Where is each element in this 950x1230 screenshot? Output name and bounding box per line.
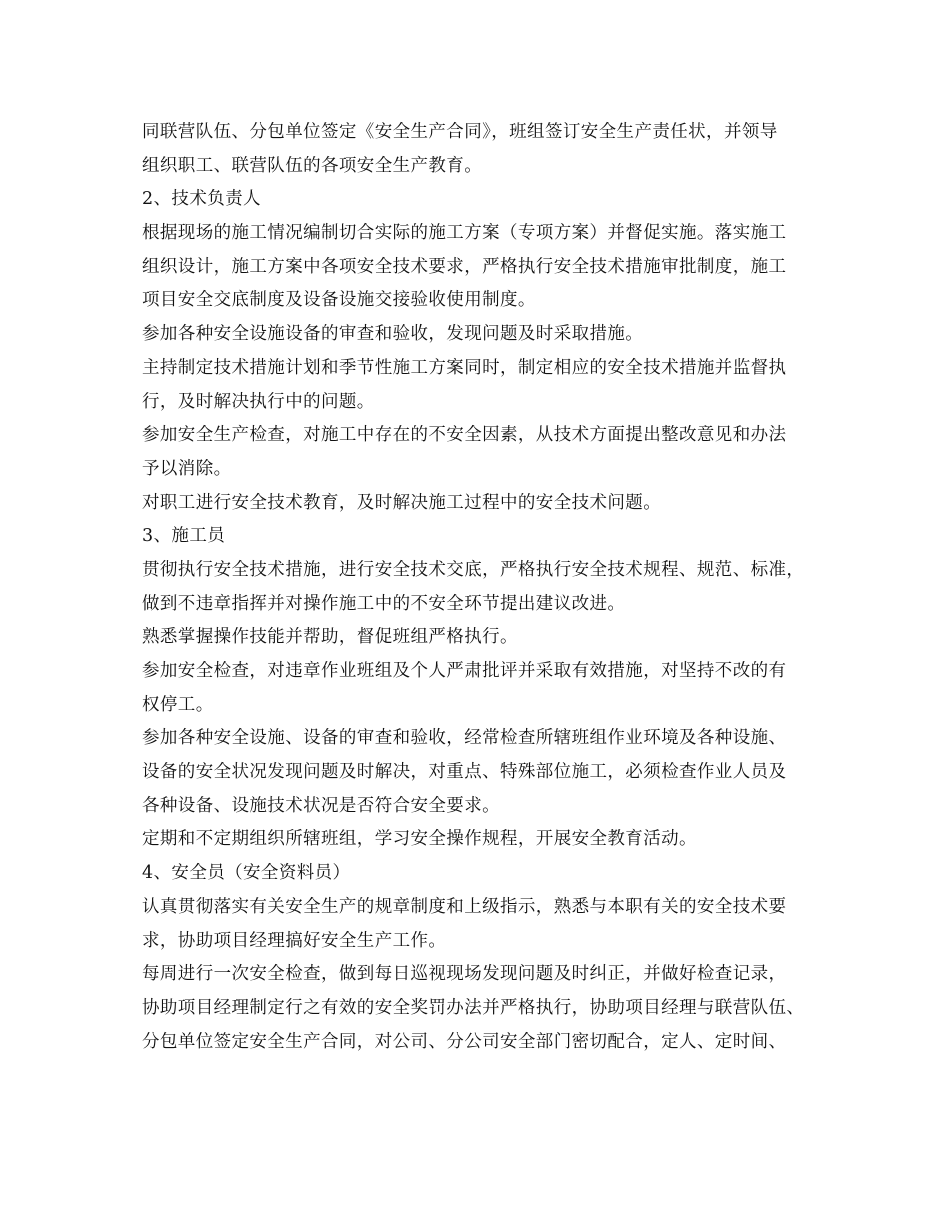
document-body [142,116,822,1059]
section-heading: 3、施工员 [142,526,226,547]
text-line: 每周进行一次安全检查，做到每日巡视现场发现问题及时纠正，并做好检查记录， [142,964,787,985]
text-line: 定期和不定期组织所辖班组，学习安全操作规程，开展安全教育活动。 [142,829,697,850]
text-line: 行，及时解决执行中的问题。 [142,391,375,412]
text-line: 参加安全检查，对违章作业班组及个人严肃批评并采取有效措施，对坚持不改的有 [142,661,787,681]
text-line: 设备的安全状况发现问题及时解决，对重点、特殊部位施工，必须检查作业人员及 [142,762,787,783]
text-line: 权停工。 [142,694,214,715]
text-line: 根据现场的施工情况编制切合实际的施工方案（专项方案）并督促实施。落实施工 [142,223,787,244]
section-heading: 2、技术负责人 [142,189,261,210]
text-line: 予以消除。 [142,458,232,479]
text-line: 组织设计，施工方案中各项安全技术要求，严格执行安全技术措施审批制度，施工 [142,256,787,277]
text-line: 参加安全生产检查，对施工中存在的不安全因素，从技术方面提出整改意见和办法 [142,425,787,446]
text-line: 贯彻执行安全技术措施，进行安全技术交底，严格执行安全技术规程、规范、标准， [142,559,805,580]
text-line: 各种设备、设施技术状况是否符合安全要求。 [142,795,500,816]
text-line: 求，协助项目经理搞好安全生产工作。 [142,930,447,951]
text-line: 项目安全交底制度及设备设施交接验收使用制度。 [142,290,536,311]
text-line: 做到不违章指挥并对操作施工中的不安全环节提出建议改进。 [142,593,626,614]
text-line: 协助项目经理制定行之有效的安全奖罚办法并严格执行，协助项目经理与联营队伍、 [142,997,805,1018]
text-line: 同联营队伍、分包单位签定《安全生产合同》，班组签订安全生产责任状，并领导 [142,122,778,142]
text-line: 熟悉掌握操作技能并帮助，督促班组严格执行。 [142,627,518,648]
text-line: 参加各种安全设施设备的审查和验收，发现问题及时采取措施。 [142,324,644,345]
text-line: 分包单位签定安全生产合同，对公司、分公司安全部门密切配合，定人、定时间、 [142,1031,787,1052]
section-heading: 4、安全员（安全资料员） [142,863,351,884]
text-line: 对职工进行安全技术教育，及时解决施工过程中的安全技术问题。 [142,492,662,513]
text-line: 参加各种安全设施、设备的审查和验收，经常检查所辖班组作业环境及各种设施、 [142,728,787,749]
text-line: 认真贯彻落实有关安全生产的规章制度和上级指示，熟悉与本职有关的安全技术要 [142,896,787,917]
text-line: 组织职工、联营队伍的各项安全生产教育。 [142,155,483,176]
text-line: 主持制定技术措施计划和季节性施工方案同时，制定相应的安全技术措施并监督执 [142,357,787,378]
